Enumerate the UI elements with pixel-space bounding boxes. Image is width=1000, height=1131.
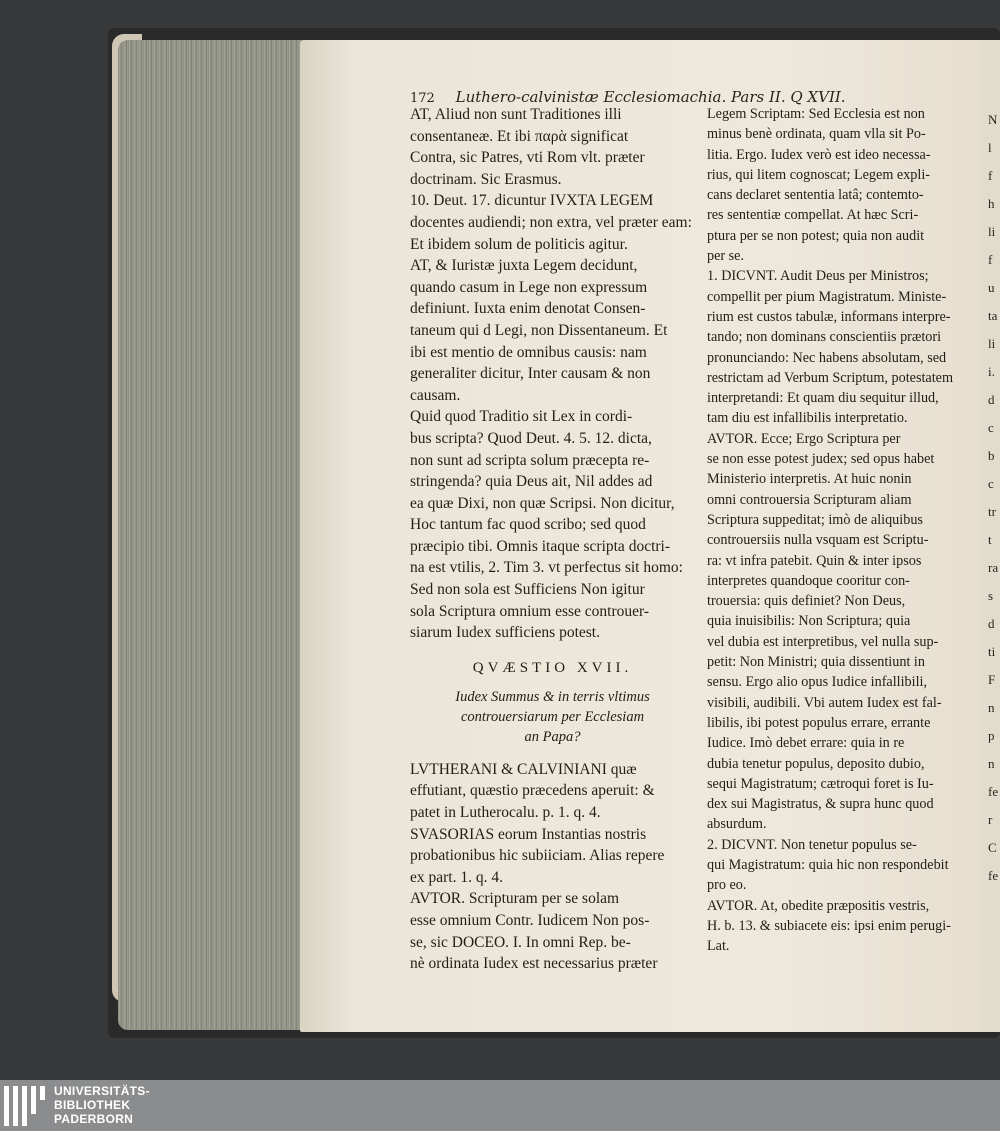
text-line: Legem Scriptam: Sed Ecclesia est non bbox=[707, 106, 925, 122]
logo-line-1: UNIVERSITÄTS- bbox=[54, 1084, 150, 1098]
text-line: quando casum in Lege non expressum bbox=[410, 278, 648, 296]
edge-fragment: b bbox=[988, 448, 995, 463]
text-line: litia. Ergo. Iudex verò est ideo necessa- bbox=[707, 146, 931, 163]
text-line: effutiant, quæstio præcedens aperuit: & bbox=[410, 782, 655, 800]
left-column-top bbox=[410, 104, 695, 644]
edge-fragment: h bbox=[988, 196, 995, 211]
text-line: sequi Magistratum; cætroqui foret is Iu- bbox=[707, 775, 934, 792]
text-line: 10. Deut. 17. dicuntur IVXTA LEGEM bbox=[410, 192, 654, 210]
edge-fragment: c bbox=[988, 476, 994, 491]
text-line: controuersiis nulla vsquam est Scriptu- bbox=[707, 532, 929, 549]
text-line: absurdum. bbox=[707, 816, 767, 833]
text-line: ra: vt infra patebit. Quin & inter ipsos bbox=[707, 552, 922, 569]
left-column-bottom bbox=[410, 759, 695, 975]
text-line: Sed non sola est Sufficiens Non igitur bbox=[410, 581, 645, 599]
text-line: nè ordinata Iudex est necessarius præter bbox=[410, 955, 658, 973]
text-line: ex part. 1. q. 4. bbox=[410, 868, 503, 886]
edge-fragment: f bbox=[988, 168, 993, 183]
text-line: ibi est mentio de omnibus causis: nam bbox=[410, 343, 647, 361]
text-line: interpretandi: Et quam diu sequitur illud, bbox=[707, 390, 939, 407]
library-logo-icon bbox=[4, 1086, 48, 1126]
text-line: sensu. Ergo alio opus Iudice infallibili, bbox=[707, 674, 928, 691]
text-line: ea quæ Dixi, non quæ Scripsi. Non dicitur, bbox=[410, 494, 675, 512]
edge-fragment: ti bbox=[988, 644, 996, 659]
text-line: pronunciando: Nec habens absolutam, sed bbox=[707, 349, 947, 366]
question-title: QVÆSTIO XVII. bbox=[472, 659, 633, 676]
text-line: 1. DICVNT. Audit Deus per Ministros; bbox=[707, 268, 929, 285]
edge-fragment: n bbox=[988, 756, 995, 771]
text-line: doctrinam. Sic Erasmus. bbox=[410, 170, 562, 188]
text-line: consentaneæ. Et ibi παρὰ significat bbox=[410, 127, 629, 145]
text-line: AT, Aliud non sunt Traditiones illi bbox=[410, 106, 622, 123]
running-head-title: Luthero-calvinistæ Ecclesiomachia. Pars II. Q XVII. bbox=[455, 88, 846, 106]
text-line: per se. bbox=[707, 248, 745, 265]
text-line: cans declaret sententia latâ; contemto- bbox=[707, 187, 924, 204]
text-line: bus scripta? Quod Deut. 4. 5. 12. dicta, bbox=[410, 429, 652, 447]
text-line: definiunt. Iuxta enim denotat Consen- bbox=[410, 300, 646, 318]
edge-fragment: tr bbox=[988, 504, 996, 519]
text-line: generaliter dicitur, Inter causam & non bbox=[410, 365, 651, 383]
edge-fragment: N bbox=[988, 112, 998, 127]
text-line: rium est custos tabulæ, informans interpre- bbox=[707, 308, 951, 325]
text-line: SVASORIAS eorum Instantias nostris bbox=[410, 825, 647, 843]
text-line: rius, qui litem cognoscat; Legem expli- bbox=[707, 166, 931, 183]
text-line: Scriptura suppeditat; imò de aliquibus bbox=[707, 511, 923, 528]
text-line: taneum qui d Legi, non Dissentaneum. Et bbox=[410, 321, 668, 339]
text-line: ptura per se non potest; quia non audit bbox=[707, 227, 925, 244]
text-line: minus benè ordinata, quam vlla sit Po- bbox=[707, 126, 926, 143]
text-line: causam. bbox=[410, 386, 461, 404]
text-line: docentes audiendi; non extra, vel præter eam: bbox=[410, 213, 692, 231]
text-line: interpretes quandoque cooritur con- bbox=[707, 572, 910, 589]
edge-fragment: fe bbox=[988, 784, 999, 799]
text-line: omni controuersia Scripturam aliam bbox=[707, 491, 912, 508]
text-line: trouersia: quis definiet? Non Deus, bbox=[707, 593, 906, 610]
text-line: siarum Iudex sufficiens potest. bbox=[410, 624, 600, 642]
text-line: se, sic DOCEO. I. In omni Rep. be- bbox=[410, 933, 631, 951]
edge-fragment: f bbox=[988, 252, 993, 267]
text-line: Quid quod Traditio sit Lex in cordi- bbox=[410, 408, 633, 426]
text-line: vel dubia est interpretibus, vel nulla sup- bbox=[707, 633, 939, 650]
edge-fragment: li bbox=[988, 224, 996, 239]
edge-fragment: p bbox=[988, 728, 995, 743]
text-line: Ministerio interpretis. At huic nonin bbox=[707, 471, 912, 488]
page-number: 172 bbox=[410, 91, 435, 106]
edge-fragment: s bbox=[988, 588, 994, 603]
page-edges bbox=[118, 40, 308, 1030]
text-line: probationibus hic subiiciam. Alias repere bbox=[410, 847, 665, 865]
text-line: na est vtilis, 2. Tim 3. vt perfectus sit homo: bbox=[410, 559, 683, 577]
text-line: tam diu est infallibilis interpretatio. bbox=[707, 410, 908, 427]
text-line: non sunt ad scripta solum præcepta re- bbox=[410, 451, 650, 469]
edge-fragment: d bbox=[988, 392, 995, 407]
edge-fragment: c bbox=[988, 420, 994, 435]
logo-line-2: BIBLIOTHEK bbox=[54, 1098, 131, 1112]
text-line: AVTOR. Ecce; Ergo Scriptura per bbox=[707, 430, 901, 447]
text-line: esse omnium Contr. Iudicem Non pos- bbox=[410, 912, 650, 929]
text-line: sola Scriptura omnium esse controuer- bbox=[410, 602, 650, 620]
text-line: petit: Non Ministri; quia dissentiunt in bbox=[707, 654, 925, 671]
text-line: visibili, audibili. Vbi autem Iudex est fal- bbox=[707, 694, 942, 711]
edge-fragment: ra bbox=[988, 560, 999, 575]
text-line: tando; non dominans conscientiis prætori bbox=[707, 329, 942, 346]
subtitle-line: Iudex Summus & in terris vltimus bbox=[455, 688, 650, 705]
text-line: dubia tenetur populus, deposito dubio, bbox=[707, 755, 925, 772]
left-text-column bbox=[410, 104, 695, 975]
subtitle-line: an Papa? bbox=[524, 728, 581, 745]
library-logo-text bbox=[54, 1084, 150, 1126]
text-line: Contra, sic Patres, vti Rom vlt. præter bbox=[410, 149, 645, 167]
edge-fragment: F bbox=[988, 672, 996, 687]
text-line: patet in Lutherocalu. p. 1. q. 4. bbox=[410, 804, 601, 822]
text-line: AVTOR. Scripturam per se solam bbox=[410, 890, 620, 908]
edge-fragment: t bbox=[988, 532, 992, 547]
right-text-column bbox=[707, 104, 975, 956]
text-line: præcipio tibi. Omnis itaque scripta doctri- bbox=[410, 537, 671, 555]
text-line: H. b. 13. & subiacete eis: ipsi enim perugi- bbox=[707, 917, 951, 934]
text-line: se non esse potest judex; sed opus habet bbox=[707, 451, 935, 468]
subtitle-line: controuersiarum per Ecclesiam bbox=[460, 708, 645, 725]
edge-fragment: r bbox=[988, 812, 993, 827]
edge-fragment: n bbox=[988, 700, 995, 715]
logo-line-3: PADERBORN bbox=[54, 1112, 134, 1126]
text-line: AT, & Iuristæ juxta Legem decidunt, bbox=[410, 257, 638, 275]
text-line: compellit per pium Magistratum. Ministe- bbox=[707, 288, 947, 305]
edge-fragment: u bbox=[988, 280, 995, 295]
edge-fragment: fe bbox=[988, 868, 999, 883]
text-line: res sententiæ compellat. At hæc Scri- bbox=[707, 207, 919, 224]
text-line: 2. DICVNT. Non tenetur populus se- bbox=[707, 836, 917, 853]
edge-fragment: l bbox=[988, 140, 992, 155]
edge-fragment: li bbox=[988, 336, 996, 351]
text-line: Hoc tantum fac quod scribo; sed quod bbox=[410, 516, 646, 534]
text-line: dex sui Magistratus, & supra hunc quod bbox=[707, 796, 934, 813]
text-line: Lat. bbox=[707, 938, 730, 955]
edge-fragment: C bbox=[988, 840, 997, 855]
edge-fragment: i. bbox=[988, 364, 995, 379]
text-line: quia inuisibilis: Non Scriptura; quia bbox=[707, 613, 911, 630]
text-line: libilis, ibi potest populus errare, errante bbox=[707, 714, 931, 731]
library-footer bbox=[0, 1080, 1000, 1131]
text-line: pro eo. bbox=[707, 877, 747, 894]
text-line: stringenda? quia Deus ait, Nil addes ad bbox=[410, 473, 653, 491]
text-line: Et ibidem solum de politicis agitur. bbox=[410, 235, 628, 253]
question-subtitle bbox=[410, 687, 695, 747]
text-line: restrictam ad Verbum Scriptum, potestatem bbox=[707, 369, 953, 386]
text-line: LVTHERANI & CALVINIANI quæ bbox=[410, 760, 637, 778]
text-line: qui Magistratum: quia hic non respondebit bbox=[707, 856, 949, 873]
text-line: AVTOR. At, obedite præpositis vestris, bbox=[707, 897, 930, 914]
edge-fragment: d bbox=[988, 616, 995, 631]
edge-fragment: ta bbox=[988, 308, 998, 323]
text-line: Iudice. Imò debet errare: quia in re bbox=[707, 735, 905, 752]
